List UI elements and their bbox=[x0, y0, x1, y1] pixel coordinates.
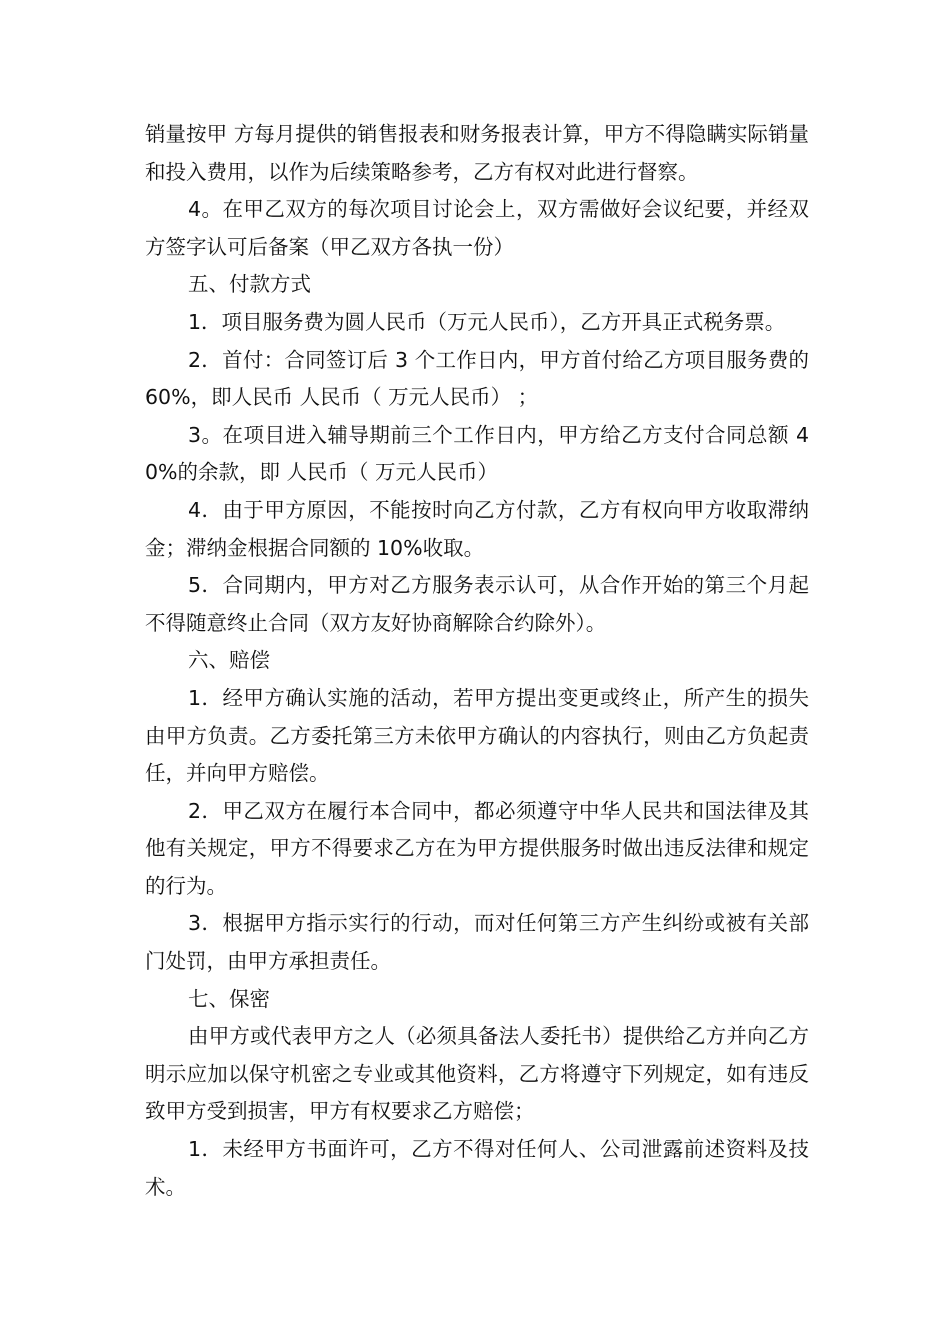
paragraph-payment-2: 2．首付：合同签订后 3 个工作日内，甲方首付给乙方项目服务费的 60%，即人民币 人民币（ 万元人民币） ； bbox=[145, 347, 809, 410]
paragraph-meeting-minutes: 4。在甲乙双方的每次项目讨论会上，双方需做好会议纪要，并经双方签字认可后备案（甲乙双方各执一份） bbox=[145, 197, 809, 259]
contract-body bbox=[145, 116, 809, 1206]
section-heading-compensation: 六、赔偿 bbox=[188, 648, 270, 673]
paragraph-payment-1: 1．项目服务费为圆人民币（万元人民币），乙方开具正式税务票。 bbox=[188, 309, 786, 334]
paragraph-compensation-1: 1．经甲方确认实施的活动，若甲方提出变更或终止，所产生的损失由甲方负责。乙方委托第三方未依甲方确认的内容执行，则由乙方负起责任，并向甲方赔偿。 bbox=[145, 685, 809, 786]
paragraph-payment-4: 4．由于甲方原因，不能按时向乙方付款，乙方有权向甲方收取滞纳金；滞纳金根据合同额的 10%收取。 bbox=[145, 497, 809, 560]
paragraph-payment-3: 3。在项目进入辅导期前三个工作日内，甲方给乙方支付合同总额 40%的余款，即 人民币（ 万元人民币） bbox=[145, 422, 809, 485]
paragraph-payment-5: 5．合同期内，甲方对乙方服务表示认可，从合作开始的第三个月起不得随意终止合同（双方友好协商解除合约除外）。 bbox=[145, 573, 809, 635]
section-heading-payment: 五、付款方式 bbox=[188, 272, 311, 297]
paragraph-confidentiality-intro: 由甲方或代表甲方之人（必须具备法人委托书）提供给乙方并向乙方明示应加以保守机密之专业或其他资料，乙方将遵守下列规定，如有违反致甲方受到损害，甲方有权要求乙方赔偿； bbox=[145, 1024, 809, 1124]
section-heading-confidentiality: 七、保密 bbox=[188, 986, 270, 1011]
paragraph-sales-report: 销量按甲 方每月提供的销售报表和财务报表计算，甲方不得隐瞒实际销量和投入费用，以作为后续策略参考，乙方有权对此进行督察。 bbox=[145, 122, 809, 184]
paragraph-compensation-3: 3．根据甲方指示实行的行动，而对任何第三方产生纠纷或被有关部门处罚，由甲方承担责任。 bbox=[145, 911, 809, 974]
paragraph-compensation-2: 2．甲乙双方在履行本合同中，都必须遵守中华人民共和国法律及其他有关规定，甲方不得要求乙方在为甲方提供服务时做出违反法律和规定的行为。 bbox=[145, 798, 809, 898]
paragraph-confidentiality-1: 1．未经甲方书面许可，乙方不得对任何人、公司泄露前述资料及技术。 bbox=[145, 1137, 809, 1199]
